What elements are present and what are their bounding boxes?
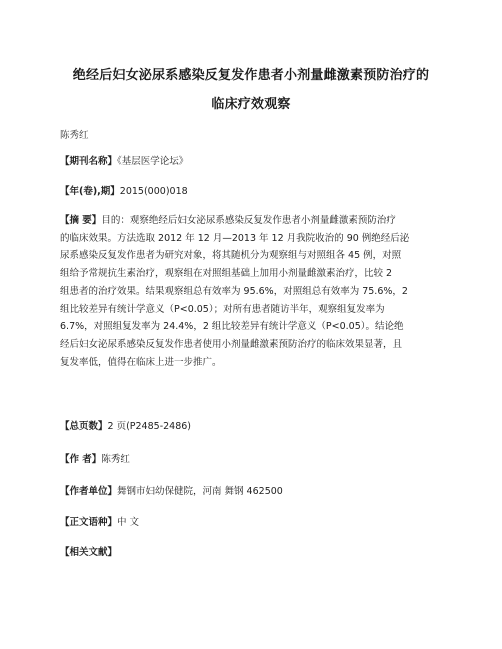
affiliation-label: 【作者单位】 — [60, 486, 118, 497]
abstract-line: 组给予常规抗生素治疗，观察组在对照组基础上加用小剂量雌激素治疗，比较 2 — [60, 268, 393, 280]
journal-label: 【期刊名称】 — [60, 156, 118, 167]
abstract-line: 经后妇女泌尿系感染反复发作患者使用小剂量雌激素预防治疗的临床效果显著，且 — [60, 338, 403, 350]
author-name: 陈秀红 — [60, 130, 89, 141]
affiliation-value: 舞钢市妇幼保健院，河南 舞钢 462500 — [117, 486, 283, 497]
abstract-line: 【摘 要】目的：观察绝经后妇女泌尿系感染反复发作患者小剂量雌激素预防治疗 — [60, 215, 396, 226]
related-label: 【相关文献】 — [60, 547, 118, 558]
abstract-line: 6.7%，对照组复发率为 24.4%，2 组比较差异有统计学意义（P<0.05）。结论绝 — [60, 321, 404, 333]
abstract-block — [60, 212, 445, 371]
language-field — [60, 514, 139, 528]
language-label: 【正文语种】 — [60, 517, 118, 528]
abstract-line: 尿系感染反复发作患者为研究对象，将其随机分为观察组与对照组各 45 例，对照 — [60, 250, 402, 262]
pages-label: 【总页数】 — [60, 421, 108, 432]
year-label: 【年(卷),期】 — [60, 186, 120, 197]
author-field — [60, 451, 130, 465]
journal-field — [60, 153, 188, 167]
author-label: 【作 者】 — [60, 454, 102, 465]
related-field — [60, 544, 117, 558]
abstract-label: 【摘 要】 — [60, 215, 102, 226]
affiliation-field — [60, 483, 283, 497]
abstract-line: 组比较差异有统计学意义（P<0.05）；对所有患者随访半年，观察组复发率为 — [60, 303, 385, 315]
author-value: 陈秀红 — [101, 454, 130, 465]
abstract-line: 的临床效果。方法选取 2012 年 12 月—2013 年 12 月我院收治的 90 例绝经后泌 — [60, 232, 410, 244]
document-title-line-2: 临床疗效观察 — [211, 97, 291, 112]
pages-field — [60, 418, 191, 432]
year-value: 2015(000)018 — [119, 186, 188, 197]
pages-value: 2 页(P2485-2486) — [107, 421, 192, 432]
language-value: 中 文 — [117, 517, 140, 528]
document-title-line-1: 绝经后妇女泌尿系感染反复发作患者小剂量雌激素预防治疗的 — [72, 68, 430, 83]
journal-value: 《基层医学论坛》 — [117, 156, 189, 167]
year-field — [60, 183, 188, 197]
abstract-line: 复发率低，值得在临床上进一步推广。 — [60, 356, 222, 368]
abstract-line: 组患者的治疗效果。结果观察组总有效率为 95.6%，对照组总有效率为 75.6%，2 — [60, 285, 408, 297]
